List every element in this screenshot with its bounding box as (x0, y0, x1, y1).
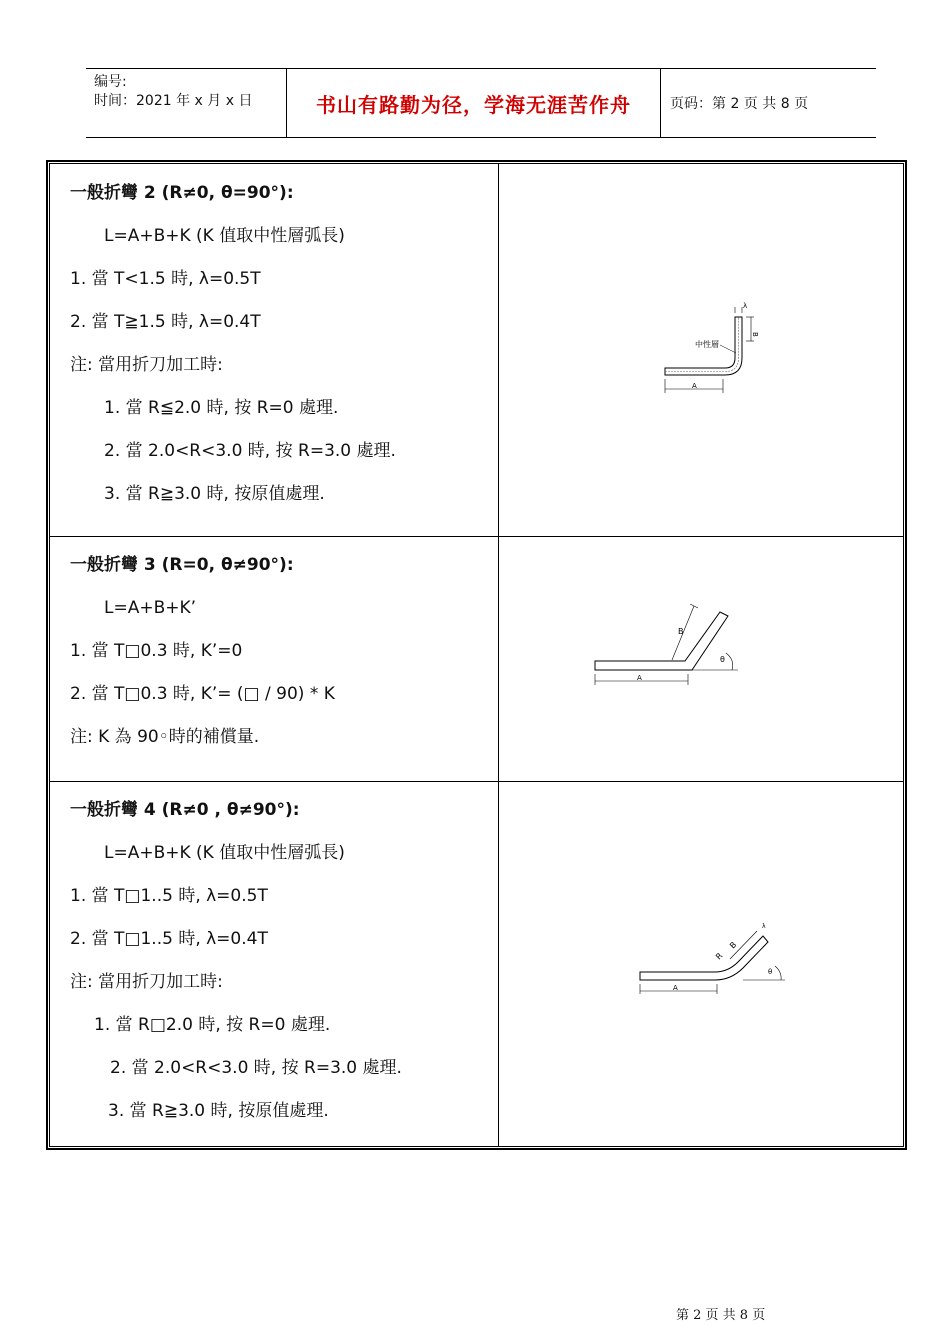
page-label: 页码：第 2 页 共 8 页 (670, 96, 809, 112)
rule-line: 1. 當 T□1..5 時, λ=0.5T (70, 886, 268, 906)
row-title: 一般折彎 3 (R=0, θ≠90°): (70, 555, 294, 575)
rule-line: 1. 當 T<1.5 時, λ=0.5T (70, 269, 261, 289)
header-meta (94, 73, 252, 111)
note-item: 1. 當 R≦2.0 時, 按 R=0 處理. (104, 398, 339, 418)
header-divider (660, 69, 661, 137)
rule-line: 1. 當 T□0.3 時, K’=0 (70, 641, 243, 661)
time-label: 时间：2021 年 x 月 x 日 (94, 93, 253, 109)
bend-radius-angle-diagram (635, 914, 795, 999)
row-3-text (70, 789, 490, 1133)
row-1-text (70, 172, 490, 516)
formula: L=A+B+K (K 值取中性層弧長) (104, 843, 345, 863)
label-b: B (678, 627, 684, 636)
label-a: A (673, 984, 678, 992)
formula: L=A+B+K (K 值取中性層弧長) (104, 226, 345, 246)
note-item: 1. 當 R□2.0 時, 按 R=0 處理. (94, 1015, 331, 1035)
row-title: 一般折彎 4 (R≠0 , θ≠90°): (70, 800, 300, 820)
label-r: R (714, 951, 725, 962)
label-b: B (751, 332, 759, 337)
note-item: 2. 當 2.0<R<3.0 時, 按 R=3.0 處理. (110, 1058, 402, 1078)
table-inner-border (49, 163, 904, 1147)
label-neutral-layer: 中性層 (695, 340, 719, 349)
document-header (86, 68, 876, 138)
rule-line: 2. 當 T≧1.5 時, λ=0.4T (70, 312, 261, 332)
rule-line: 2. 當 T□1..5 時, λ=0.4T (70, 929, 268, 949)
note-line: 注: 當用折刀加工時: (70, 972, 223, 992)
label-lambda: λ (743, 302, 748, 310)
label-lambda: λ (762, 923, 766, 930)
formula: L=A+B+K’ (104, 598, 197, 618)
column-divider (498, 164, 499, 1146)
bend-angle-diagram (590, 604, 790, 689)
label-theta: θ (768, 968, 773, 976)
row-2-text (70, 544, 490, 759)
rule-line: 2. 當 T□0.3 時, K’= (□ / 90) * K (70, 684, 335, 704)
label-a: A (637, 674, 642, 682)
note-item: 2. 當 2.0<R<3.0 時, 按 R=3.0 處理. (104, 441, 396, 461)
note-item: 3. 當 R≧3.0 時, 按原值處理. (104, 484, 325, 504)
number-label: 编号: (94, 74, 127, 90)
note-line: 注: K 為 90◦時的補償量. (70, 727, 260, 747)
label-theta: θ (720, 655, 725, 664)
motto: 书山有路勤为径，学海无涯苦作舟 (316, 92, 631, 117)
bend-table (46, 160, 907, 1150)
row-divider (50, 536, 903, 537)
note-item: 3. 當 R≧3.0 時, 按原值處理. (108, 1101, 329, 1121)
row-title: 一般折彎 2 (R≠0, θ=90°): (70, 183, 294, 203)
label-b: B (728, 940, 739, 951)
bend-90-diagram (650, 299, 770, 399)
label-a: A (692, 382, 697, 390)
page-footer: 第 2 页 共 8 页 (676, 1308, 766, 1323)
row-divider (50, 781, 903, 782)
note-line: 注: 當用折刀加工時: (70, 355, 223, 375)
